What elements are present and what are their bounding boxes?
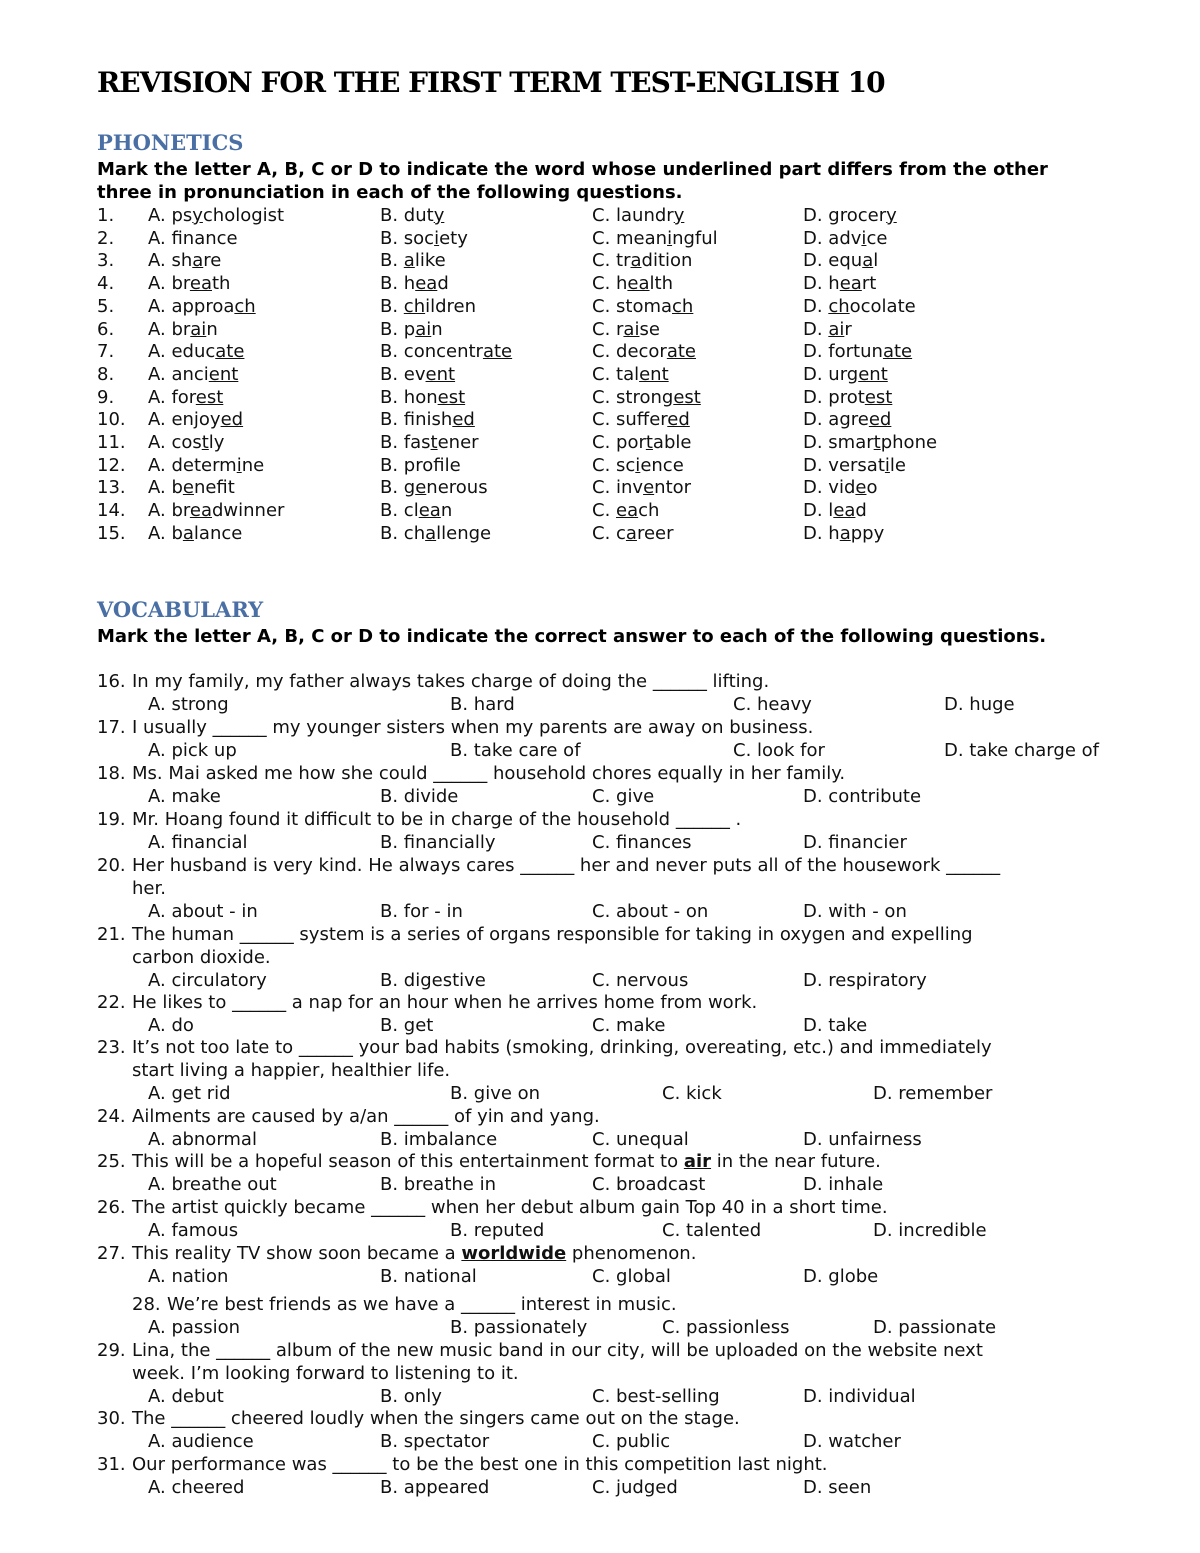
answer-option: D. video	[803, 477, 878, 499]
answer-option: B. finished	[380, 409, 475, 431]
answer-option: B. pain	[380, 318, 443, 340]
underlined-sound: ai	[190, 318, 207, 340]
answer-option: C. each	[592, 500, 660, 522]
question-text: The ______ cheered loudly when the singers came out on the stage.	[132, 1408, 740, 1429]
options-row	[0, 1014, 1200, 1037]
question-line	[0, 1453, 1200, 1476]
answer-option: C. broadcast	[592, 1174, 706, 1195]
underlined-sound: ate	[882, 341, 913, 363]
question-number: 3.	[97, 250, 115, 272]
question-text: Her husband is very kind. He always cares ______ her and never puts all of the housework ______	[132, 855, 1001, 876]
question-number: 29.	[97, 1340, 126, 1361]
question-number: 30.	[97, 1408, 126, 1429]
answer-option: C. heavy	[733, 694, 812, 715]
answer-option: B. head	[380, 273, 449, 295]
underlined-sound: a	[839, 522, 851, 544]
question-text: Ailments are caused by a/an ______ of yin and yang.	[132, 1106, 600, 1127]
key-word: air	[683, 1151, 712, 1172]
underlined-sound: i	[884, 454, 890, 476]
underlined-sound: y	[886, 205, 897, 226]
vocabulary-instruction: Mark the letter A, B, C or D to indicate the correct answer to each of the following questions.	[97, 626, 1047, 647]
answer-option: B. breathe in	[380, 1174, 496, 1195]
answer-option: D. financier	[803, 832, 907, 853]
question-line	[0, 1036, 1200, 1059]
question-text-continued: week. I’m looking forward to listening to it.	[132, 1363, 519, 1384]
answer-option: A. strong	[148, 694, 229, 715]
underlined-sound: ea	[415, 273, 438, 295]
underlined-sound: i	[667, 227, 673, 249]
answer-option: A. passion	[148, 1317, 241, 1338]
answer-option: D. passionate	[873, 1317, 997, 1338]
options-row	[0, 1476, 1200, 1499]
answer-option: D. unfairness	[803, 1129, 922, 1150]
phonetics-item	[0, 408, 1200, 431]
phonetics-item	[0, 227, 1200, 250]
options-row	[0, 1385, 1200, 1408]
answer-option: B. reputed	[450, 1220, 545, 1241]
options-row	[0, 831, 1200, 854]
question-number: 24.	[97, 1106, 126, 1127]
phonetics-item	[0, 476, 1200, 499]
underlined-sound: ea	[616, 500, 639, 522]
answer-option: D. heart	[803, 273, 877, 295]
underlined-sound: ea	[189, 273, 212, 295]
answer-option: D. fortunate	[803, 341, 913, 363]
underlined-sound: a	[192, 250, 204, 272]
question-number: 13.	[97, 477, 126, 499]
answer-option: A. determine	[148, 454, 265, 476]
underlined-sound: t	[430, 432, 438, 453]
answer-option: A. forest	[148, 386, 224, 408]
phonetics-item	[0, 454, 1200, 477]
underlined-sound: ea	[627, 273, 650, 295]
answer-option: C. inventor	[592, 477, 692, 499]
answer-option: B. only	[380, 1386, 442, 1407]
answer-option: C. laundry	[592, 205, 685, 226]
answer-option: C. portable	[592, 432, 692, 453]
question-number: 31.	[97, 1454, 126, 1475]
answer-option: B. children	[380, 295, 477, 317]
answer-option: A. abnormal	[148, 1129, 257, 1150]
underlined-sound: i	[861, 227, 867, 249]
answer-option: A. breath	[148, 273, 231, 295]
answer-option: B. profle	[380, 454, 461, 476]
question-line	[0, 1059, 1200, 1082]
phonetics-item	[0, 499, 1200, 522]
options-row	[0, 1265, 1200, 1288]
answer-option: D. smartphone	[803, 432, 938, 453]
answer-option: C. kick	[662, 1083, 722, 1104]
question-line	[0, 946, 1200, 969]
answer-option: C. judged	[592, 1477, 678, 1498]
underlined-sound: y	[673, 205, 685, 226]
answer-option: A. fnance	[148, 227, 238, 249]
answer-option: C. decorate	[592, 341, 696, 363]
phonetics-item	[0, 204, 1200, 227]
underlined-sound: e	[643, 477, 655, 499]
answer-option: C. stomach	[592, 295, 694, 317]
answer-option: C. about - on	[592, 901, 709, 922]
question-line	[0, 670, 1200, 693]
question-number: 19.	[97, 809, 126, 830]
question-text: I usually ______ my younger sisters when my parents are away on business.	[132, 717, 814, 738]
underlined-sound: est	[195, 386, 224, 408]
underlined-sound: ch	[672, 295, 694, 317]
answer-option: D. versatile	[803, 454, 906, 476]
phonetics-item	[0, 249, 1200, 272]
underlined-sound: ai	[415, 318, 432, 340]
answer-option: B. hard	[450, 694, 515, 715]
question-line	[0, 1293, 1200, 1316]
question-text: Mr. Hoang found it difficult to be in charge of the household ______ .	[132, 809, 742, 830]
options-row	[0, 739, 1200, 762]
underlined-sound: ed	[868, 409, 892, 431]
answer-option: C. health	[592, 273, 673, 295]
answer-option: D. seen	[803, 1477, 872, 1498]
underlined-sound: ai	[623, 318, 640, 340]
answer-option: B. spectator	[380, 1431, 490, 1452]
answer-option: B. give on	[450, 1083, 541, 1104]
page-title: REVISION FOR THE FIRST TERM TEST-ENGLISH 10	[97, 66, 885, 99]
answer-option: B. for - in	[380, 901, 463, 922]
options-row	[0, 1128, 1200, 1151]
underlined-sound: y	[433, 205, 445, 226]
question-number: 27.	[97, 1243, 126, 1264]
underlined-sound: est	[673, 386, 701, 408]
answer-option: C. nervous	[592, 970, 689, 991]
answer-option: C. career	[592, 522, 674, 544]
underlined-sound: ea	[189, 500, 212, 522]
options-row	[0, 969, 1200, 992]
answer-option: D. huge	[944, 694, 1015, 715]
question-text: The human ______ system is a series of organs responsible for taking in oxygen and expelling	[132, 924, 973, 945]
question-number: 21.	[97, 924, 126, 945]
question-number: 7.	[97, 341, 115, 363]
question-line	[0, 1150, 1200, 1173]
answer-option: B. take care of	[450, 740, 581, 761]
answer-option: A. circulatory	[148, 970, 267, 991]
question-number: 15.	[97, 522, 126, 544]
answer-option: C. unequal	[592, 1129, 689, 1150]
answer-option: A. breathe out	[148, 1174, 277, 1195]
underlined-sound: y	[192, 205, 203, 226]
question-text-continued: her.	[132, 878, 166, 899]
underlined-sound: ed	[452, 409, 475, 431]
question-text: We’re best friends as we have a ______ interest in music.	[167, 1294, 677, 1315]
underlined-sound: i	[635, 454, 641, 476]
answer-option: A. benefit	[148, 477, 235, 499]
answer-option: B. alike	[380, 250, 446, 272]
question-text-continued: start living a happier, healthier life.	[132, 1060, 451, 1081]
answer-option: C. public	[592, 1431, 671, 1452]
answer-option: C. give	[592, 786, 655, 807]
underlined-sound: a	[425, 522, 437, 544]
options-row	[0, 1173, 1200, 1196]
underlined-sound: ea	[418, 500, 441, 522]
underlined-sound: e	[182, 477, 194, 499]
question-number: 14.	[97, 500, 126, 522]
answer-option: D. watcher	[803, 1431, 901, 1452]
answer-option: C. strongest	[592, 386, 701, 408]
underlined-sound: ch	[403, 295, 426, 317]
answer-option: A. balance	[148, 522, 243, 544]
answer-option: D. individual	[803, 1386, 916, 1407]
answer-option: A. make	[148, 786, 221, 807]
underlined-sound: ch	[234, 295, 256, 317]
question-number: 2.	[97, 227, 115, 249]
underlined-sound: ent	[425, 363, 456, 385]
answer-option: A. educate	[148, 341, 245, 363]
question-number: 5.	[97, 295, 115, 317]
answer-option: C. talent	[592, 363, 669, 385]
question-line	[0, 808, 1200, 831]
answer-option: A. get rid	[148, 1083, 231, 1104]
question-line	[0, 716, 1200, 739]
underlined-sound: ent	[639, 363, 669, 385]
question-line	[0, 1242, 1200, 1265]
answer-option: A. psychologist	[148, 205, 285, 226]
answer-option: D. chocolate	[803, 295, 916, 317]
answer-option: A. famous	[148, 1220, 239, 1241]
answer-option: B. duty	[380, 205, 445, 226]
answer-option: C. raise	[592, 318, 660, 340]
question-text: Lina, the ______ album of the new music band in our city, will be uploaded on the website next	[132, 1340, 983, 1361]
answer-option: B. get	[380, 1015, 434, 1036]
question-number: 9.	[97, 386, 115, 408]
answer-option: B. challenge	[380, 522, 492, 544]
answer-option: B. fastener	[380, 432, 479, 453]
answer-option: A. costly	[148, 432, 225, 453]
question-text: Our performance was ______ to be the best one in this competition last night.	[132, 1454, 828, 1475]
underlined-sound: ch	[828, 295, 850, 317]
question-number: 26.	[97, 1197, 126, 1218]
question-number: 23.	[97, 1037, 126, 1058]
options-row	[0, 1082, 1200, 1105]
answer-option: B. clean	[380, 500, 453, 522]
answer-option: B. event	[380, 363, 456, 385]
answer-option: B. imbalance	[380, 1129, 498, 1150]
underlined-sound: ate	[482, 341, 513, 363]
answer-option: C. look for	[733, 740, 825, 761]
question-number: 8.	[97, 363, 115, 385]
question-text: The artist quickly became ______ when her debut album gain Top 40 in a short time.	[132, 1197, 888, 1218]
answer-option: B. concentrate	[380, 341, 513, 363]
question-number: 12.	[97, 454, 126, 476]
question-line	[0, 1407, 1200, 1430]
answer-option: D. with - on	[803, 901, 907, 922]
phonetics-instruction: Mark the letter A, B, C or D to indicate the word whose underlined part differs from the other three in pronunciation in each of the following questions.	[97, 159, 1048, 203]
answer-option: A. audience	[148, 1431, 254, 1452]
underlined-sound: t	[645, 432, 653, 453]
answer-option: B. society	[380, 227, 468, 249]
underlined-sound: e	[855, 477, 867, 499]
answer-option: A. do	[148, 1015, 194, 1036]
underlined-sound: ea	[839, 273, 862, 295]
answer-option: A. approach	[148, 295, 256, 317]
underlined-sound: ed	[220, 409, 244, 431]
answer-option: C. passionless	[662, 1317, 790, 1338]
answer-option: C. tradition	[592, 250, 693, 272]
answer-option: C. science	[592, 454, 684, 476]
phonetics-item	[0, 295, 1200, 318]
answer-option: D. globe	[803, 1266, 879, 1287]
options-row	[0, 693, 1200, 716]
options-row	[0, 785, 1200, 808]
answer-option: C. finances	[592, 832, 692, 853]
answer-option: B. digestive	[380, 970, 486, 991]
question-number: 20.	[97, 855, 126, 876]
underlined-sound: ai	[828, 318, 845, 340]
underlined-sound: ent	[208, 363, 239, 385]
key-word: worldwide	[461, 1243, 567, 1264]
question-number: 17.	[97, 717, 126, 738]
answer-option: A. about - in	[148, 901, 258, 922]
answer-option: D. remember	[873, 1083, 993, 1104]
answer-option: A. breadwinner	[148, 500, 285, 522]
question-text-continued: carbon dioxide.	[132, 947, 271, 968]
answer-option: C. make	[592, 1015, 666, 1036]
answer-option: D. respiratory	[803, 970, 927, 991]
vocabulary-heading: VOCABULARY	[97, 597, 264, 622]
question-number: 10.	[97, 409, 126, 431]
question-number: 6.	[97, 318, 115, 340]
underlined-sound: e	[415, 477, 427, 499]
answer-option: D. take	[803, 1015, 868, 1036]
answer-option: D. urgent	[803, 363, 888, 385]
answer-option: B. divide	[380, 786, 459, 807]
answer-option: C. meaningful	[592, 227, 718, 249]
answer-option: D. advice	[803, 227, 888, 249]
question-number: 25.	[97, 1151, 126, 1172]
question-number: 11.	[97, 432, 126, 453]
answer-option: D. lead	[803, 500, 867, 522]
underlined-sound: a	[403, 250, 415, 272]
question-text: It’s not too late to ______ your bad habits (smoking, drinking, overeating, etc.) and immediately	[132, 1037, 992, 1058]
question-number: 18.	[97, 763, 126, 784]
question-line	[0, 762, 1200, 785]
phonetics-item	[0, 431, 1200, 454]
underlined-sound: a	[625, 522, 637, 544]
question-line	[0, 877, 1200, 900]
question-line	[0, 991, 1200, 1014]
question-number: 16.	[97, 671, 126, 692]
question-text: He likes to ______ a nap for an hour when he arrives home from work.	[132, 992, 758, 1013]
question-line	[0, 923, 1200, 946]
answer-option: A. financial	[148, 832, 248, 853]
answer-option: B. financially	[380, 832, 496, 853]
answer-option: A. pick up	[148, 740, 237, 761]
question-line	[0, 1196, 1200, 1219]
answer-option: D. air	[803, 318, 852, 340]
underlined-sound: ed	[667, 409, 690, 431]
question-number: 4.	[97, 273, 115, 295]
answer-option: A. cheered	[148, 1477, 245, 1498]
underlined-sound: est	[864, 386, 893, 408]
question-line	[0, 854, 1200, 877]
options-row	[0, 1430, 1200, 1453]
underlined-sound: i	[236, 454, 242, 476]
answer-option: A. enjoyed	[148, 409, 244, 431]
underlined-sound: t	[201, 432, 209, 453]
answer-option: A. ancient	[148, 363, 239, 385]
answer-option: D. grocery	[803, 205, 897, 226]
answer-option: D. inhale	[803, 1174, 884, 1195]
answer-option: C. suffered	[592, 409, 690, 431]
question-line	[0, 1339, 1200, 1362]
options-row	[0, 1316, 1200, 1339]
answer-option: D. equal	[803, 250, 879, 272]
options-row	[0, 1219, 1200, 1242]
question-text: Ms. Mai asked me how she could ______ household chores equally in her family.	[132, 763, 846, 784]
question-number: 28.	[132, 1294, 161, 1315]
answer-option: D. agreed	[803, 409, 892, 431]
answer-option: A. brain	[148, 318, 218, 340]
answer-option: B. honest	[380, 386, 466, 408]
answer-option: D. contribute	[803, 786, 922, 807]
answer-option: D. happy	[803, 522, 885, 544]
answer-option: B. generous	[380, 477, 488, 499]
question-text: This reality TV show soon became a worldwide phenomenon.	[132, 1243, 697, 1264]
underlined-sound: ate	[215, 341, 245, 363]
phonetics-item	[0, 272, 1200, 295]
options-row	[0, 900, 1200, 923]
answer-option: A. debut	[148, 1386, 224, 1407]
underlined-sound: ent	[858, 363, 888, 385]
underlined-sound: a	[182, 522, 194, 544]
answer-option: B. national	[380, 1266, 477, 1287]
phonetics-item	[0, 318, 1200, 341]
underlined-sound: i	[434, 227, 440, 249]
answer-option: B. appeared	[380, 1477, 490, 1498]
underlined-sound: ate	[666, 341, 696, 363]
underlined-sound: a	[630, 250, 642, 272]
answer-option: A. nation	[148, 1266, 229, 1287]
phonetics-item	[0, 363, 1200, 386]
underlined-sound: est	[437, 386, 466, 408]
answer-option: A. share	[148, 250, 222, 272]
question-text: This will be a hopeful season of this entertainment format to air in the near future.	[132, 1151, 881, 1172]
answer-option: C. talented	[662, 1220, 762, 1241]
answer-option: C. global	[592, 1266, 671, 1287]
underlined-sound: a	[862, 250, 874, 272]
answer-option: D. protest	[803, 386, 893, 408]
answer-option: D. take charge of	[944, 740, 1099, 761]
phonetics-item	[0, 522, 1200, 545]
phonetics-item	[0, 340, 1200, 363]
answer-option: D. incredible	[873, 1220, 987, 1241]
answer-option: B. passionately	[450, 1317, 588, 1338]
phonetics-heading: PHONETICS	[97, 130, 244, 155]
underlined-sound: t	[873, 432, 881, 453]
question-text: In my family, my father always takes charge of doing the ______ lifting.	[132, 671, 770, 692]
question-number: 22.	[97, 992, 126, 1013]
question-line	[0, 1105, 1200, 1128]
question-line	[0, 1362, 1200, 1385]
question-number: 1.	[97, 205, 115, 226]
underlined-sound: ea	[833, 500, 856, 522]
answer-option: C. best-selling	[592, 1386, 720, 1407]
phonetics-item	[0, 386, 1200, 409]
